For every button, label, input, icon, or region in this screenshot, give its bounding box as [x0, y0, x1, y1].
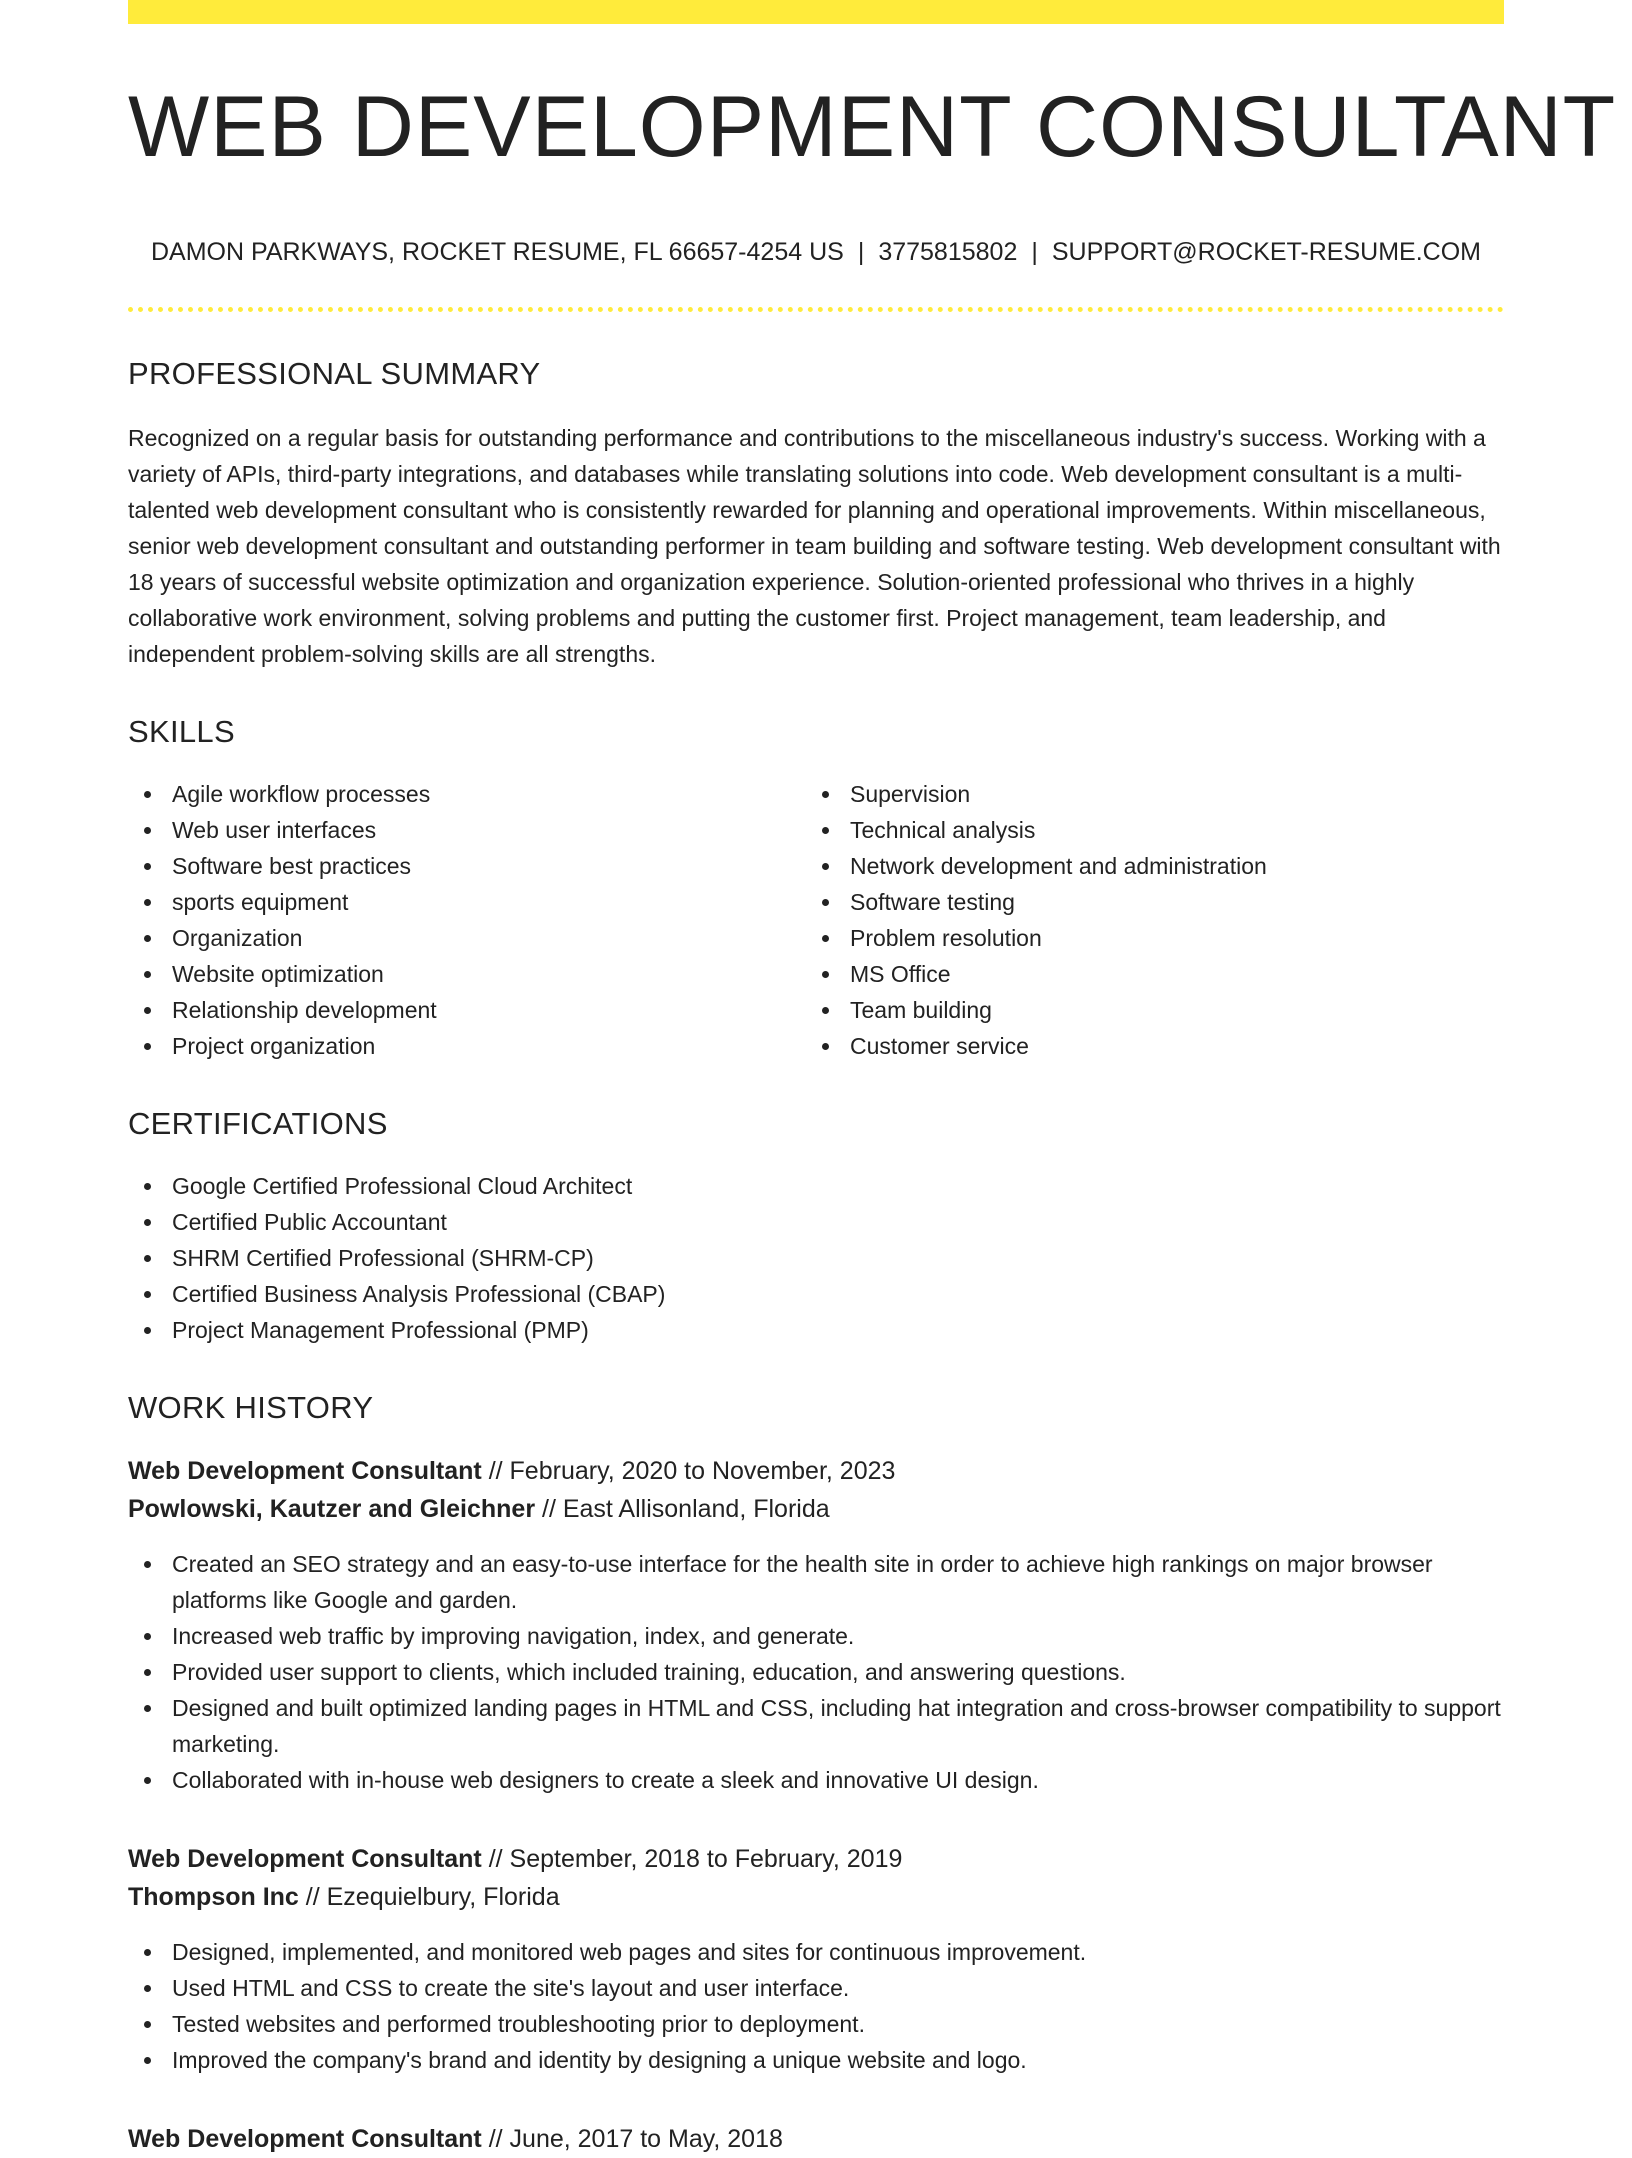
job-entry [128, 2120, 1504, 2158]
skill-item: Team building [806, 992, 1484, 1028]
certification-item: Certified Public Accountant [128, 1204, 1504, 1240]
skill-item: sports equipment [128, 884, 806, 920]
job-dates: // September, 2018 to February, 2019 [488, 1845, 903, 1873]
dotted-divider [128, 307, 1504, 312]
contact-line [128, 238, 1504, 267]
job-company: Powlowski, Kautzer and Gleichner [128, 1495, 536, 1523]
job-bullet: Collaborated with in-house web designers to create a sleek and innovative UI design. [128, 1762, 1504, 1798]
work-history-heading: WORK HISTORY [128, 1390, 374, 1425]
contact-separator: | [857, 238, 865, 266]
skill-item: Web user interfaces [128, 812, 806, 848]
skills-grid [128, 776, 1504, 1064]
job-entry [128, 1840, 1504, 2078]
resume-page [128, 0, 1617, 2158]
certification-item: Google Certified Professional Cloud Architect [128, 1168, 1504, 1204]
job-bullet: Tested websites and performed troubleshooting prior to deployment. [128, 2006, 1504, 2042]
certification-item: SHRM Certified Professional (SHRM-CP) [128, 1240, 1504, 1276]
job-dates: // February, 2020 to November, 2023 [488, 1457, 896, 1485]
job-location: // Ezequielbury, Florida [305, 1883, 560, 1911]
skill-item: Software best practices [128, 848, 806, 884]
job-company: Thompson Inc [128, 1883, 299, 1911]
skill-item: Supervision [806, 776, 1484, 812]
skill-item: Relationship development [128, 992, 806, 1028]
skill-item: Technical analysis [806, 812, 1484, 848]
job-bullet: Improved the company's brand and identity by designing a unique website and logo. [128, 2042, 1504, 2078]
skill-item: Agile workflow processes [128, 776, 806, 812]
job-bullet: Created an SEO strategy and an easy-to-use interface for the health site in order to achieve high rankings on major browser platforms like Google and garden. [128, 1546, 1504, 1618]
contact-address: DAMON PARKWAYS, ROCKET RESUME, FL 66657-4254 US [151, 238, 844, 266]
job-entry [128, 1452, 1504, 1798]
skill-item: Network development and administration [806, 848, 1484, 884]
job-title-line [128, 1840, 1504, 1878]
job-bullet: Designed, implemented, and monitored web pages and sites for continuous improvement. [128, 1934, 1504, 1970]
job-company-line [128, 1490, 1504, 1528]
summary-section [128, 356, 1504, 672]
job-title-line [128, 2120, 1504, 2158]
certification-item: Project Management Professional (PMP) [128, 1312, 1504, 1348]
page-title: WEB DEVELOPMENT CONSULTANT [128, 79, 1617, 175]
certifications-section [128, 1106, 1504, 1348]
job-bullets [128, 1934, 1504, 2078]
contact-phone: 3775815802 [878, 238, 1018, 266]
skills-heading: SKILLS [128, 714, 235, 749]
summary-heading: PROFESSIONAL SUMMARY [128, 356, 541, 391]
skills-section [128, 714, 1504, 1064]
skill-item: Customer service [806, 1028, 1484, 1064]
work-history-section [128, 1390, 1504, 2158]
job-bullet: Increased web traffic by improving navigation, index, and generate. [128, 1618, 1504, 1654]
job-bullet: Provided user support to clients, which included training, education, and answering questions. [128, 1654, 1504, 1690]
certification-item: Certified Business Analysis Professional (CBAP) [128, 1276, 1504, 1312]
certifications-list [128, 1168, 1504, 1348]
job-title: Web Development Consultant [128, 1457, 482, 1485]
job-bullet: Designed and built optimized landing pages in HTML and CSS, including hat integration and cross-browser compatibility to support marketing. [128, 1690, 1504, 1762]
job-title-line [128, 1452, 1504, 1490]
summary-text: Recognized on a regular basis for outstanding performance and contributions to the miscellaneous industry's success. Working with a variety of APIs, third-party integrations, and databases while translating solutions into code. Web development consultant is a multi-talented web development consultant who is consistently rewarded for planning and operational improvements. Within miscellaneous, senior web development consultant and outstanding performer in team building and software testing. Web development consultant with 18 years of successful website optimization and organization experience. Solution-oriented professional who thrives in a highly collaborative work environment, solving problems and putting the customer first. Project management, team leadership, and independent problem-solving skills are all strengths. [128, 425, 1501, 667]
job-title: Web Development Consultant [128, 1845, 482, 1873]
skills-list-left [128, 776, 806, 1064]
job-bullets [128, 1546, 1504, 1798]
top-accent-bar [128, 0, 1504, 24]
skill-item: Website optimization [128, 956, 806, 992]
job-location: // East Allisonland, Florida [542, 1495, 830, 1523]
contact-email: SUPPORT@ROCKET-RESUME.COM [1051, 238, 1481, 266]
certifications-heading: CERTIFICATIONS [128, 1106, 388, 1141]
job-company-line [128, 1878, 1504, 1916]
job-dates: // June, 2017 to May, 2018 [488, 2125, 783, 2153]
skill-item: Software testing [806, 884, 1484, 920]
skill-item: MS Office [806, 956, 1484, 992]
skill-item: Project organization [128, 1028, 806, 1064]
contact-separator: | [1031, 238, 1038, 266]
skills-list-right [806, 776, 1484, 1064]
job-title: Web Development Consultant [128, 2125, 482, 2153]
skill-item: Organization [128, 920, 806, 956]
job-bullet: Used HTML and CSS to create the site's layout and user interface. [128, 1970, 1504, 2006]
skill-item: Problem resolution [806, 920, 1484, 956]
